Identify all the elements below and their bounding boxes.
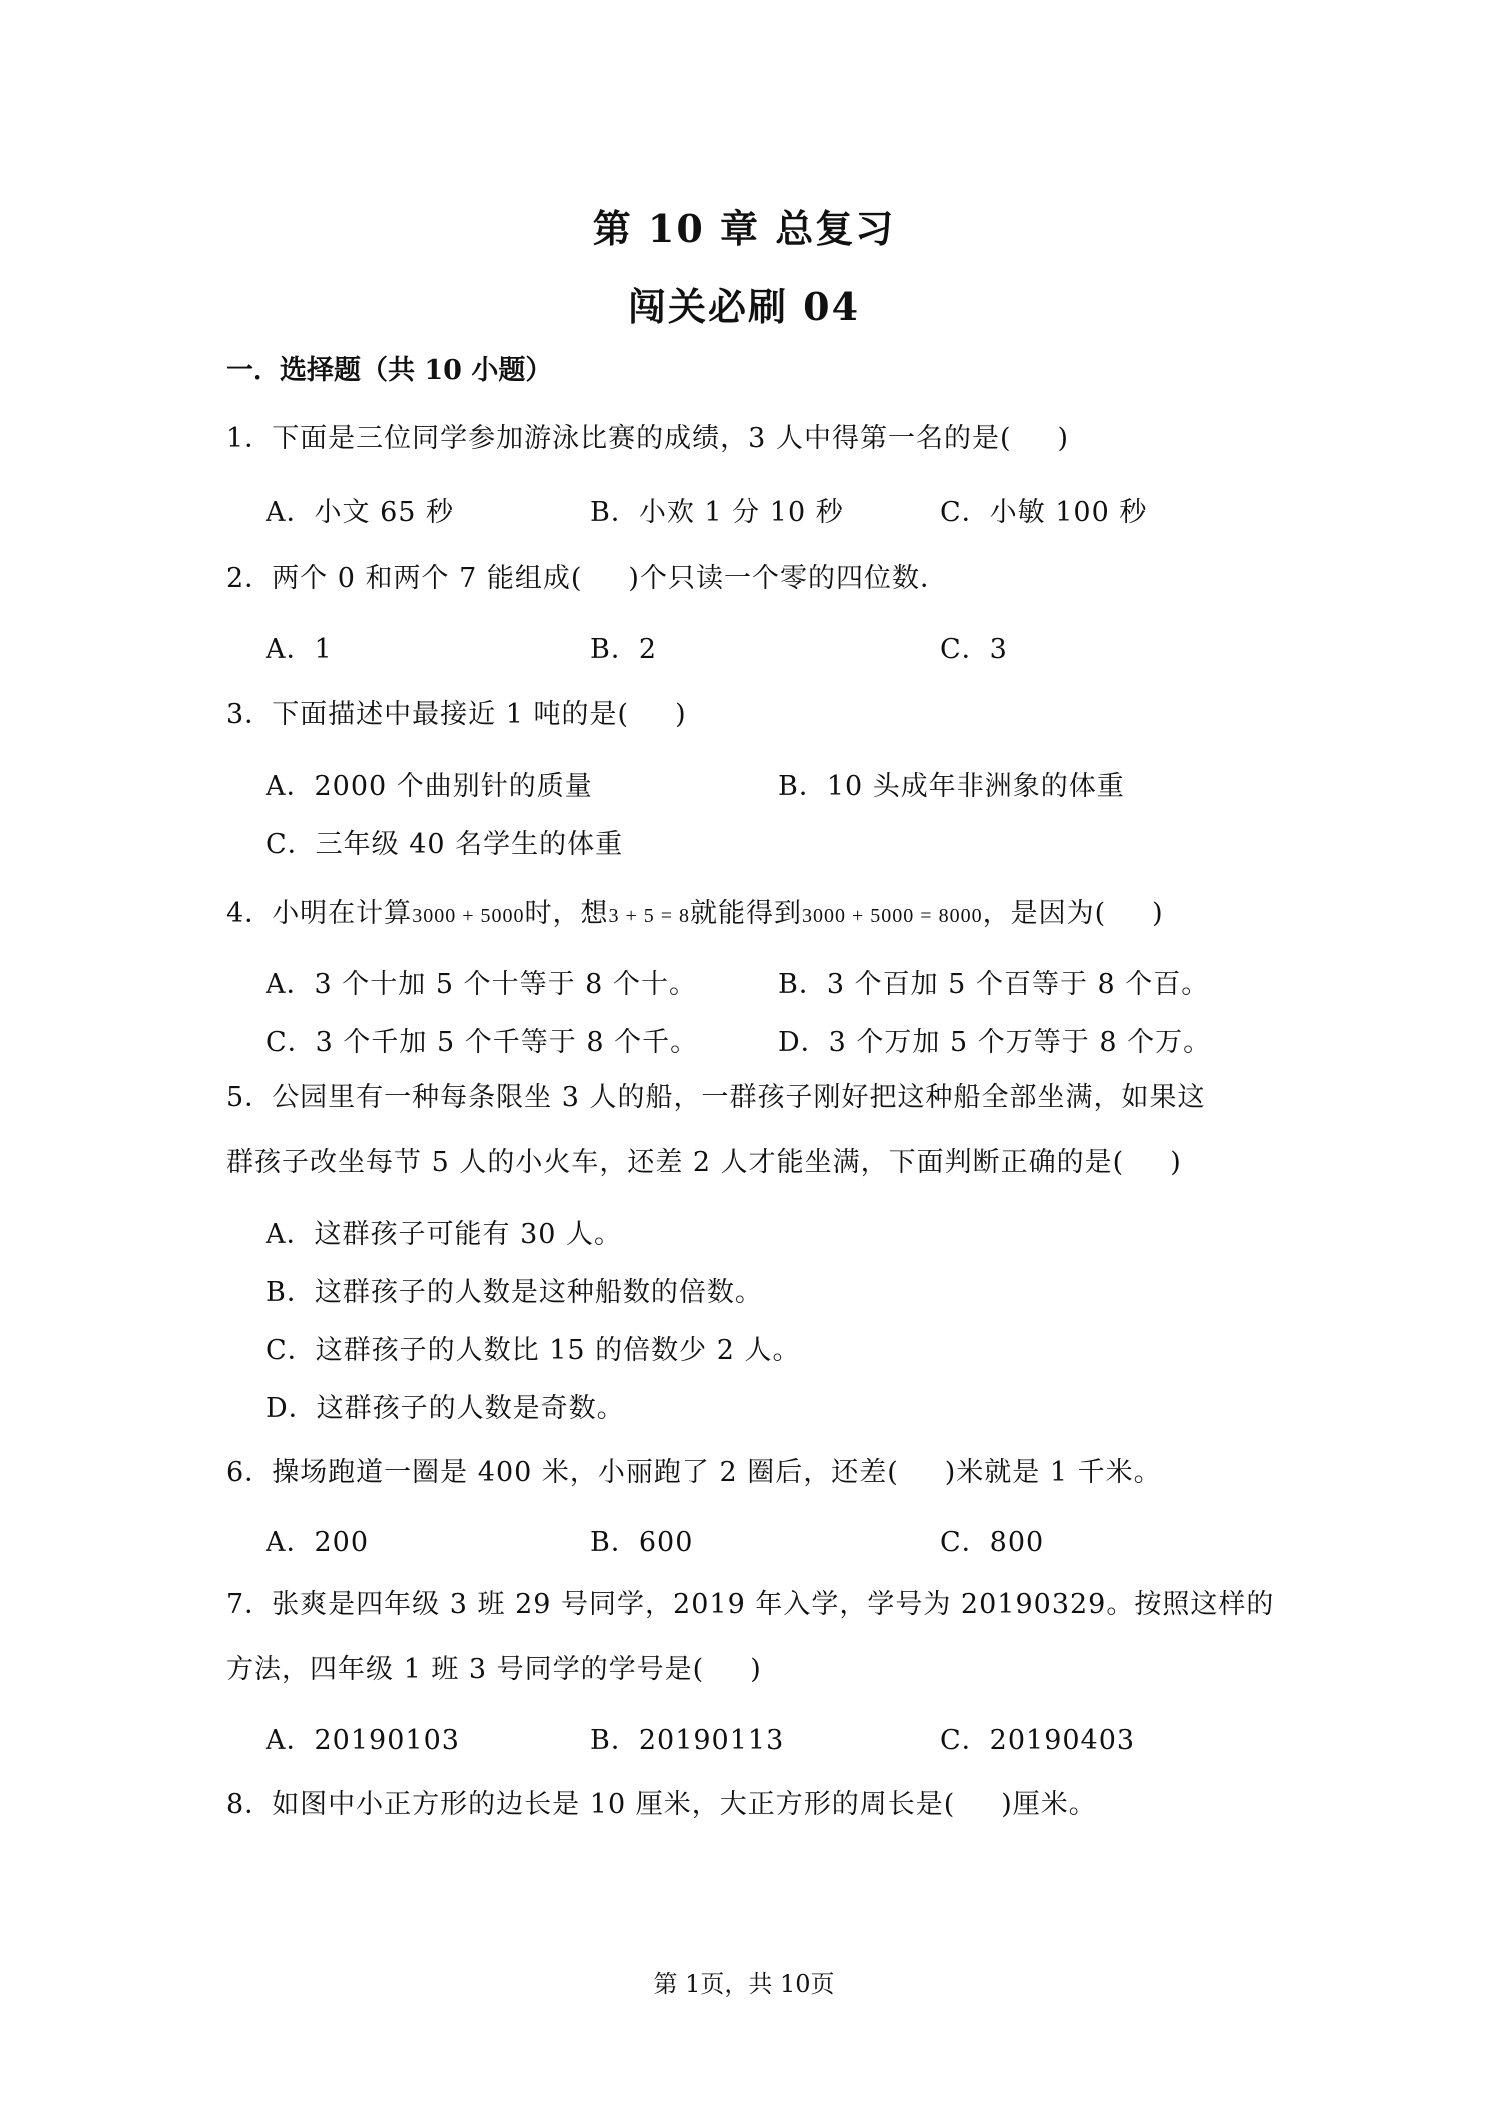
question-text: )	[1057, 423, 1070, 454]
question-number: 3．	[226, 699, 273, 730]
option-b[interactable]: B．2	[590, 634, 658, 665]
option-b[interactable]: B．这群孩子的人数是这种船数的倍数。	[266, 1277, 763, 1308]
question-number: 6．	[226, 1457, 273, 1488]
option-b[interactable]: B．20190113	[590, 1725, 785, 1756]
option-c[interactable]: C．3	[940, 634, 1008, 665]
question-5	[226, 1075, 1206, 1114]
option-a[interactable]: A．200	[266, 1527, 370, 1558]
question-text: 就能得到	[690, 898, 803, 929]
page-footer: 第 1页，共 10页	[653, 1970, 835, 1998]
option-b[interactable]: B．3 个百加 5 个百等于 8 个百。	[778, 969, 1210, 1000]
option-c[interactable]: C．3 个千加 5 个千等于 8 个千。	[266, 1027, 699, 1058]
question-number: 2．	[226, 563, 273, 594]
option-d[interactable]: D．这群孩子的人数是奇数。	[266, 1393, 625, 1424]
math-expression: 3 + 5 = 8	[608, 905, 691, 927]
question-6	[226, 1450, 1162, 1489]
question-text: 方法，四年级 1 班 3 号同学的学号是(	[226, 1654, 705, 1685]
math-expression: 3000 + 5000 = 8000	[802, 905, 983, 927]
question-text: )	[1152, 898, 1164, 929]
question-2	[226, 556, 948, 595]
question-7	[226, 1582, 1274, 1621]
question-text: 小明在计算	[272, 898, 413, 929]
option-a[interactable]: A．小文 65 秒	[266, 497, 455, 528]
option-a[interactable]: A．2000 个曲别针的质量	[266, 771, 593, 802]
option-a[interactable]: A．1	[266, 634, 333, 665]
question-text: ，是因为(	[982, 898, 1107, 929]
option-b[interactable]: B．600	[590, 1527, 694, 1558]
question-text: 时，想	[524, 898, 609, 929]
question-text: 群孩子改坐每节 5 人的小火车，还差 2 人才能坐满，下面判断正确的是(	[226, 1147, 1125, 1178]
question-text: 下面是三位同学参加游泳比赛的成绩，3 人中得第一名的是(	[272, 423, 1012, 454]
question-text: )	[675, 699, 687, 730]
section-heading: 一．选择题（共 10 小题）	[226, 355, 553, 386]
question-number: 7．	[226, 1589, 273, 1620]
question-number: 1．	[226, 423, 273, 454]
question-8	[226, 1782, 1097, 1821]
question-text: 如图中小正方形的边长是 10 厘米，大正方形的周长是(	[272, 1789, 956, 1820]
question-number: 5．	[226, 1082, 273, 1113]
question-text: 操场跑道一圈是 400 米，小丽跑了 2 圈后，还差(	[272, 1457, 899, 1488]
option-c[interactable]: C．小敏 100 秒	[940, 497, 1148, 528]
option-c[interactable]: C．三年级 40 名学生的体重	[266, 829, 624, 860]
option-d[interactable]: D．3 个万加 5 个万等于 8 个万。	[778, 1027, 1212, 1058]
question-text: )个只读一个零的四位数．	[628, 563, 948, 594]
question-text: )米就是 1 千米。	[944, 1457, 1162, 1488]
option-b[interactable]: B．10 头成年非洲象的体重	[778, 771, 1125, 802]
option-a[interactable]: A．20190103	[266, 1725, 460, 1756]
question-number: 4．	[226, 898, 273, 929]
question-text: 张爽是四年级 3 班 29 号同学，2019 年入学，学号为 20190329。按照这样的	[272, 1589, 1275, 1620]
question-3	[226, 692, 687, 731]
question-1	[226, 416, 1069, 455]
question-7-continued	[226, 1647, 762, 1686]
question-text: )厘米。	[1001, 1789, 1097, 1820]
question-number: 8．	[226, 1789, 273, 1820]
question-5-continued	[226, 1140, 1182, 1179]
option-b[interactable]: B．小欢 1 分 10 秒	[590, 497, 844, 528]
question-text: 公园里有一种每条限坐 3 人的船，一群孩子刚好把这种船全部坐满，如果这	[272, 1082, 1206, 1113]
question-text: )	[750, 1654, 762, 1685]
set-title: 闯关必刷 04	[627, 284, 861, 329]
option-a[interactable]: A．这群孩子可能有 30 人。	[266, 1219, 623, 1250]
question-text: 下面描述中最接近 1 吨的是(	[272, 699, 630, 730]
chapter-title: 第 10 章 总复习	[592, 206, 896, 251]
option-c[interactable]: C．这群孩子的人数比 15 的倍数少 2 人。	[266, 1335, 801, 1366]
option-c[interactable]: C．800	[940, 1527, 1045, 1558]
math-expression: 3000 + 5000	[412, 905, 525, 927]
question-text: )	[1170, 1147, 1182, 1178]
option-c[interactable]: C．20190403	[940, 1725, 1136, 1756]
question-4	[226, 891, 1164, 930]
option-a[interactable]: A．3 个十加 5 个十等于 8 个十。	[266, 969, 697, 1000]
question-text: 两个 0 和两个 7 能组成(	[272, 563, 583, 594]
